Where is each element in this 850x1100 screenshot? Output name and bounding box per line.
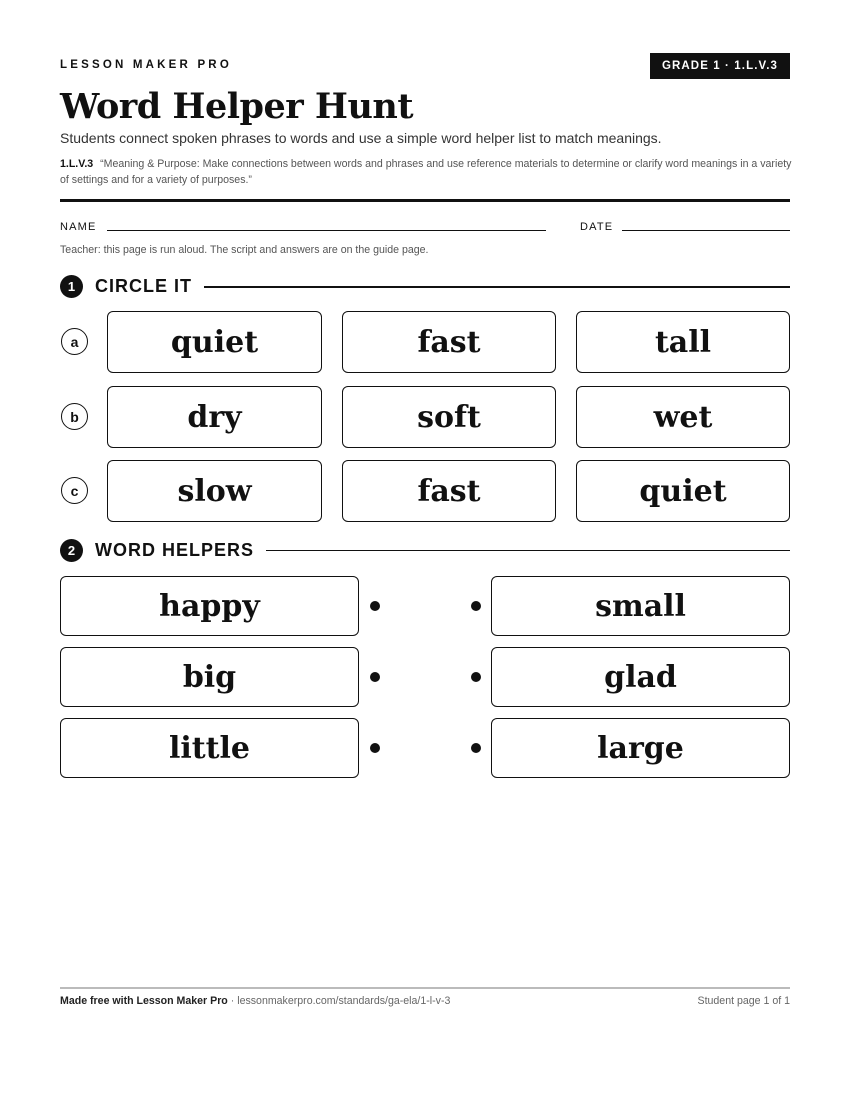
standard-text: “Meaning & Purpose: Make connections between words and phrases and use reference materials to determine or clarify word meanings in a variety of settings and for a variety of purposes.” (60, 158, 792, 186)
brand-name: LESSON MAKER PRO (60, 59, 232, 71)
word-choice[interactable]: fast (342, 311, 556, 373)
word-choice[interactable]: quiet (576, 460, 790, 522)
word-choice[interactable]: dry (107, 386, 322, 448)
match-dot-right[interactable] (471, 743, 481, 753)
header-divider (60, 199, 790, 202)
page-subtitle: Students connect spoken phrases to words and use a simple word helper list to match meanings. (60, 130, 662, 146)
word-choice[interactable]: wet (576, 386, 790, 448)
row-label-b: b (61, 403, 88, 430)
match-word-right[interactable]: small (491, 576, 790, 636)
grade-badge: GRADE 1 · 1.L.V.3 (650, 53, 790, 79)
section-number-badge: 1 (60, 275, 83, 298)
standard-code: 1.L.V.3 (60, 158, 94, 170)
section-divider (204, 286, 790, 288)
page-title: Word Helper Hunt (60, 86, 414, 127)
section-title: CIRCLE IT (95, 276, 192, 296)
footer-page-info: Student page 1 of 1 (697, 995, 790, 1007)
word-choice[interactable]: quiet (107, 311, 322, 373)
match-dot-left[interactable] (370, 743, 380, 753)
row-label-c: c (61, 477, 88, 504)
word-choice[interactable]: slow (107, 460, 322, 522)
word-choice[interactable]: tall (576, 311, 790, 373)
standard-description (60, 156, 795, 188)
match-word-right[interactable]: large (491, 718, 790, 778)
footer-credit (60, 995, 450, 1007)
section-divider (266, 550, 790, 551)
match-word-left[interactable]: happy (60, 576, 359, 636)
teacher-note: Teacher: this page is run aloud. The script and answers are on the guide page. (60, 244, 429, 256)
footer-url[interactable]: lessonmakerpro.com/standards/ga-ela/1-l-v-3 (237, 995, 451, 1007)
date-field[interactable] (622, 230, 790, 231)
match-dot-left[interactable] (370, 601, 380, 611)
word-choice[interactable]: soft (342, 386, 556, 448)
match-dot-left[interactable] (370, 672, 380, 682)
word-choice[interactable]: fast (342, 460, 556, 522)
row-label-a: a (61, 328, 88, 355)
footer-separator: · (227, 995, 238, 1007)
section-number-badge: 2 (60, 539, 83, 562)
match-word-left[interactable]: little (60, 718, 359, 778)
name-label: NAME (60, 221, 97, 233)
match-word-right[interactable]: glad (491, 647, 790, 707)
footer-divider (60, 987, 790, 989)
match-word-left[interactable]: big (60, 647, 359, 707)
name-field[interactable] (107, 230, 546, 231)
footer-made-with: Made free with Lesson Maker Pro (60, 995, 228, 1007)
date-label: DATE (580, 221, 614, 233)
match-dot-right[interactable] (471, 672, 481, 682)
section-circle-it-header (60, 275, 790, 298)
section-title: WORD HELPERS (95, 540, 255, 560)
match-dot-right[interactable] (471, 601, 481, 611)
section-word-helpers-header (60, 539, 790, 562)
